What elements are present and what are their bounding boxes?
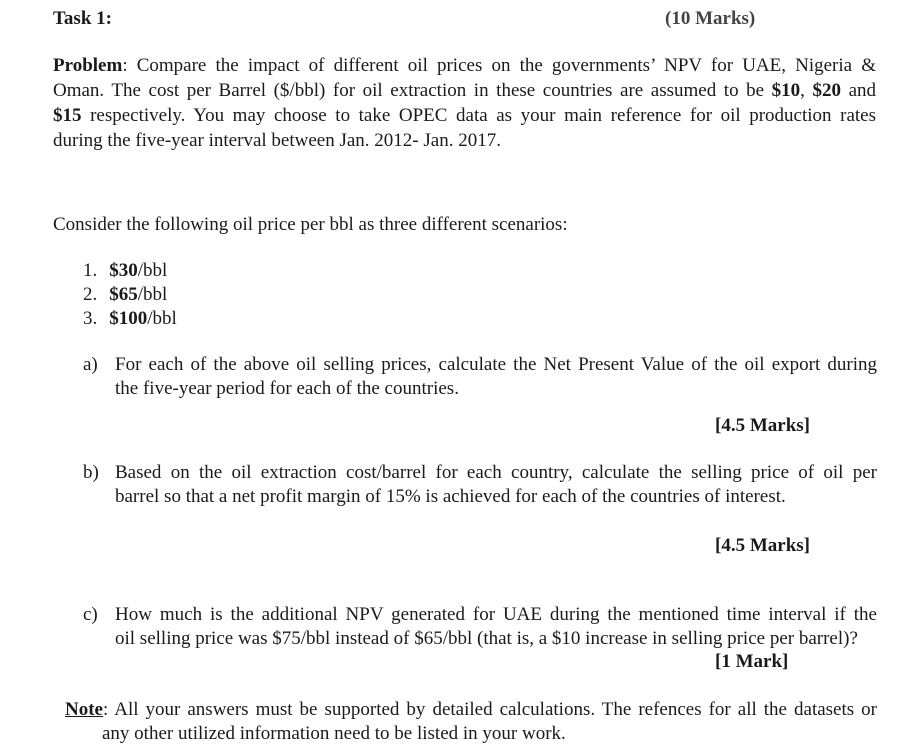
question-a-marks: [4.5 Marks] xyxy=(715,415,810,436)
scenario-item: 3. $100/bbl xyxy=(83,308,177,329)
question-b-marks: [4.5 Marks] xyxy=(715,535,810,556)
cost-nigeria: $20 xyxy=(812,80,841,101)
problem-label: Problem xyxy=(53,55,123,76)
question-c-line-2: oil selling price was $75/bbl instead of $65/bbl (that is, a $10 increase in selling price per barrel)? xyxy=(115,628,858,649)
scenario-price: $65 xyxy=(109,284,138,305)
question-a-line-2: the five-year period for each of the countries. xyxy=(115,378,459,399)
question-b-line-1: Based on the oil extraction cost/barrel for each country, calculate the selling price of oil per xyxy=(115,462,877,483)
scenario-item: 2. $65/bbl xyxy=(83,284,168,305)
scenario-number: 3. xyxy=(83,308,98,329)
question-letter: c) xyxy=(83,604,98,625)
note-line-2: any other utilized information need to be listed in your work. xyxy=(102,723,566,744)
note-label: Note xyxy=(65,699,103,720)
task-marks: (10 Marks) xyxy=(665,8,756,29)
question-b-line-2: barrel so that a net profit margin of 15% is achieved for each of the countries of interest. xyxy=(115,486,786,507)
scenarios-intro: Consider the following oil price per bbl as three different scenarios: xyxy=(53,214,568,235)
scenario-price: $100 xyxy=(109,308,148,329)
note-line-1: Note: All your answers must be supported by detailed calculations. The refences for all the datasets or xyxy=(65,699,877,720)
scenario-price: $30 xyxy=(109,260,138,281)
question-a-line-1: For each of the above oil selling prices, calculate the Net Present Value of the oil export during xyxy=(115,354,877,375)
scenario-number: 1. xyxy=(83,260,98,281)
question-letter: b) xyxy=(83,462,99,483)
cost-uae: $10 xyxy=(771,80,801,101)
problem-line-2: Oman. The cost per Barrel ($/bbl) for oil extraction in these countries are assumed to be $10, $20 and xyxy=(53,80,876,101)
problem-line-4: during the five-year interval between Jan. 2012- Jan. 2017. xyxy=(53,130,501,151)
problem-line-3: $15 respectively. You may choose to take OPEC data as your main reference for oil production rates xyxy=(53,105,876,126)
task-title: Task 1: xyxy=(53,8,112,29)
scenario-number: 2. xyxy=(83,284,98,305)
question-c-line-1: How much is the additional NPV generated for UAE during the mentioned time interval if the xyxy=(115,604,877,625)
question-c-marks: [1 Mark] xyxy=(715,651,789,672)
question-letter: a) xyxy=(83,354,98,375)
scenario-item: 1. $30/bbl xyxy=(83,260,168,281)
cost-oman: $15 xyxy=(53,105,82,126)
problem-line-1: Problem: Compare the impact of different oil prices on the governments’ NPV for UAE, Nigeria & xyxy=(53,55,876,76)
